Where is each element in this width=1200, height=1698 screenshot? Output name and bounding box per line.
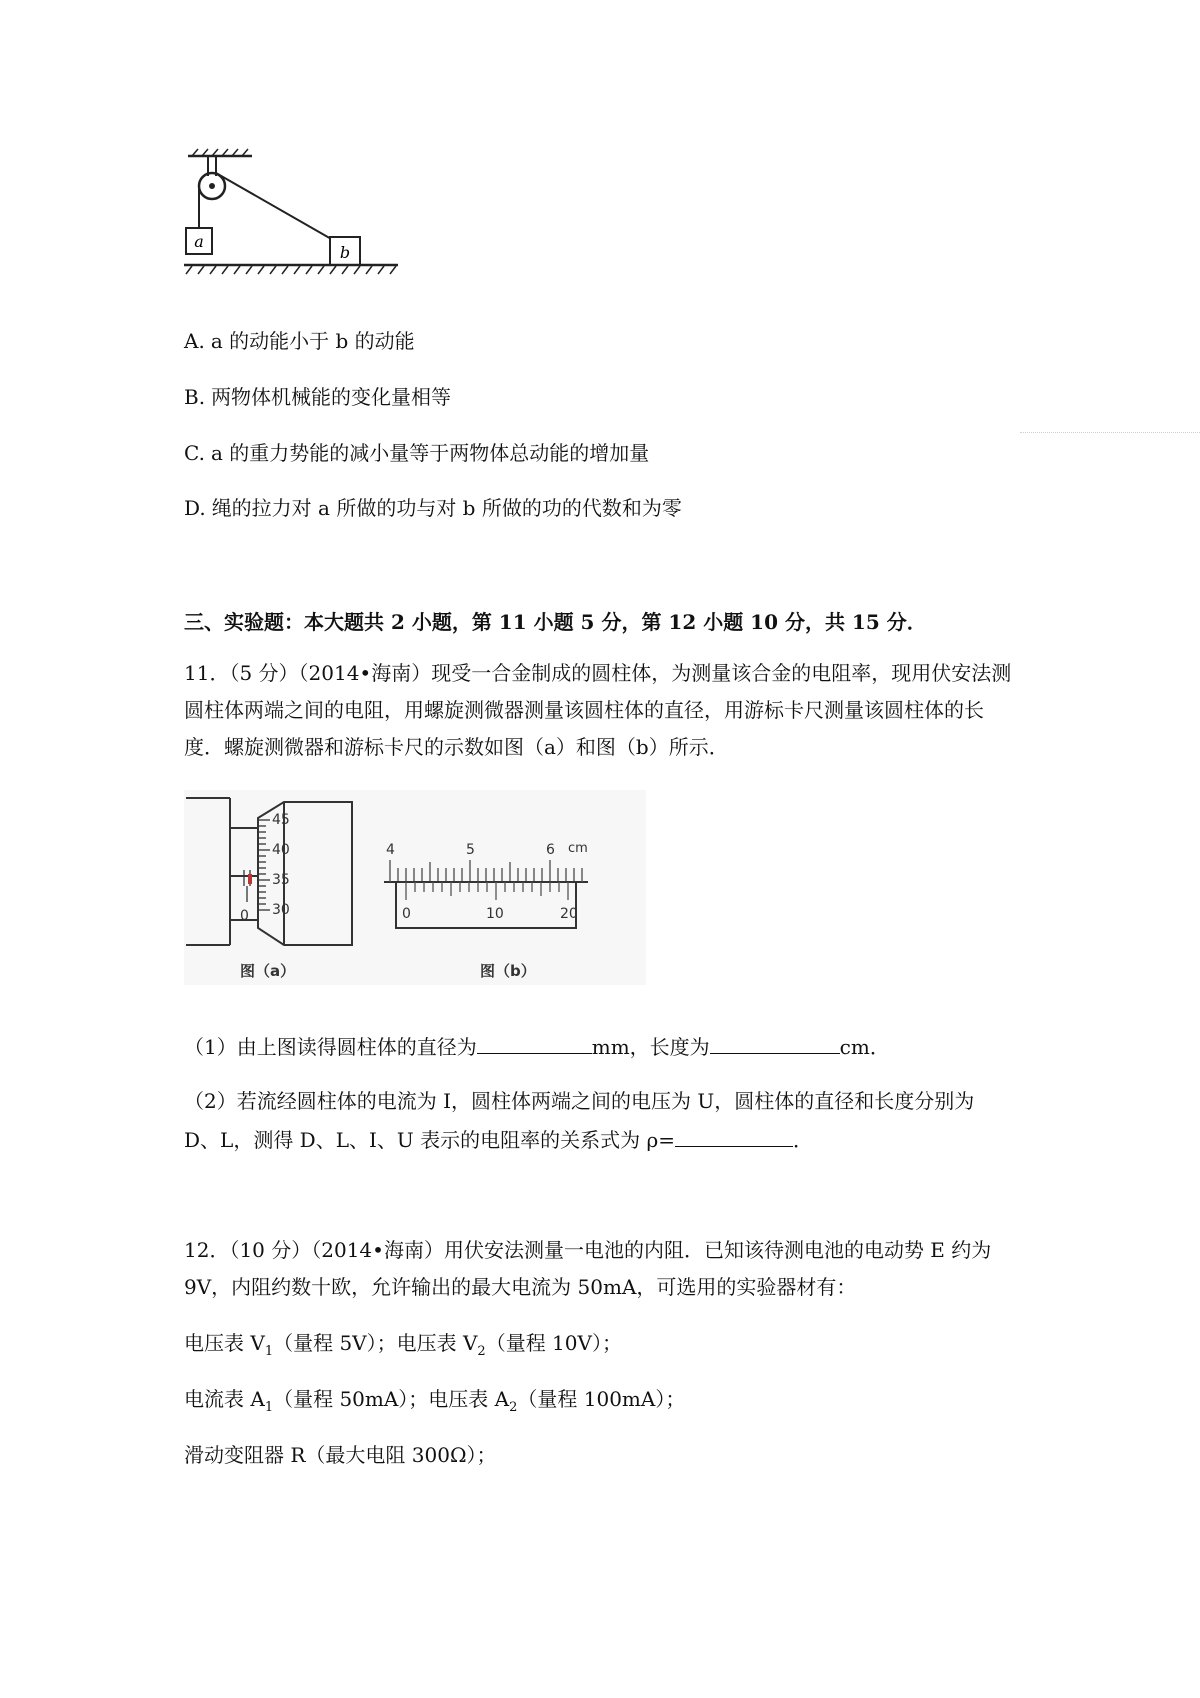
micrometer-tick-35: 35 (272, 872, 290, 888)
q11-intro: 11．（5 分）（2014•海南）现受一合金制成的圆柱体，为测量该合金的电阻率，现用伏安法测圆柱体两端之间的电阻，用螺旋测微器测量该圆柱体的直径，用游标卡尺测量该圆柱体的长度．螺旋测微器和游标卡尺的示数如图（a）和图（b）所示． (184, 661, 1012, 759)
micrometer-zero: 0 (240, 908, 249, 924)
option-letter: A. (184, 329, 205, 353)
option-text: a 的动能小于 b 的动能 (210, 329, 415, 353)
caliper-vernier-20: 20 (560, 906, 578, 922)
option-letter: C. (184, 441, 205, 465)
v-sub-2: 2 (477, 1344, 486, 1359)
caliper-main-4: 4 (386, 842, 395, 858)
a-text-c: （量程 100mA）； (517, 1387, 686, 1411)
q12-voltmeters (184, 1329, 622, 1366)
v-text-c: （量程 10V）； (485, 1331, 622, 1355)
v-text-b: （量程 5V）；电压表 V (273, 1331, 478, 1355)
q11-sub1-unit2: cm． (839, 1035, 890, 1059)
pulley-diagram (180, 148, 405, 288)
a-text-b: （量程 50mA）；电压表 A (273, 1387, 510, 1411)
vernier-caliper (384, 841, 588, 928)
q11-sub2-suffix: ． (792, 1128, 813, 1152)
q12-line1: 12．（10 分）（2014•海南）用伏安法测量一电池的内阻．已知该待测电池的电动势 E 约为 (184, 1238, 992, 1262)
faint-divider (1020, 432, 1200, 433)
q12-rheostat: 滑动变阻器 R（最大电阻 300Ω）； (184, 1443, 497, 1467)
caliper-vernier-0: 0 (402, 906, 411, 922)
option-a (184, 327, 415, 355)
option-letter: D. (184, 496, 206, 520)
v-text-a: 电压表 V (184, 1331, 265, 1355)
q11-sub1-prefix: （1）由上图读得圆柱体的直径为 (184, 1035, 477, 1059)
q12-ammeters (184, 1385, 685, 1422)
a-sub-2: 2 (509, 1400, 518, 1415)
caliper-main-5: 5 (466, 842, 475, 858)
option-b (184, 383, 451, 411)
option-text: 两物体机械能的变化量相等 (211, 385, 452, 409)
caliper-unit: cm (568, 841, 588, 856)
q11-sub2-line2 (184, 1124, 813, 1154)
diameter-blank[interactable] (477, 1031, 592, 1054)
block-a-label: a (194, 232, 204, 251)
micrometer-tick-30: 30 (272, 902, 290, 918)
option-text: a 的重力势能的减小量等于两物体总动能的增加量 (210, 441, 650, 465)
a-text-a: 电流表 A (184, 1387, 265, 1411)
option-letter: B. (184, 385, 206, 409)
measurement-figure (184, 790, 646, 985)
option-text: 绳的拉力对 a 所做的功与对 b 所做的功的代数和为零 (211, 496, 682, 520)
v-sub-1: 1 (264, 1344, 274, 1359)
q11-sub2-prefix: D、L，测得 D、L、I、U 表示的电阻率的关系式为 ρ= (184, 1128, 675, 1152)
micrometer-tick-40: 40 (272, 842, 290, 858)
block-b-label: b (339, 243, 351, 262)
section-heading: 三、实验题：本大题共 2 小题，第 11 小题 5 分，第 12 小题 10 分，共 15 分． (184, 610, 927, 634)
length-blank[interactable] (710, 1031, 840, 1054)
resistivity-blank[interactable] (675, 1124, 793, 1147)
caption-a: 图（a） (240, 962, 296, 980)
option-d (184, 494, 682, 522)
q12-line2: 9V，内阻约数十欧，允许输出的最大电流为 50mA，可选用的实验器材有： (184, 1275, 857, 1299)
caption-b: 图（b） (480, 962, 536, 980)
caliper-vernier-10: 10 (486, 906, 504, 922)
a-sub-1: 1 (264, 1400, 274, 1415)
q11-sub2-line1: （2）若流经圆柱体的电流为 I，圆柱体两端之间的电压为 U，圆柱体的直径和长度分别为 (184, 1089, 975, 1113)
q11-sub1 (184, 1031, 890, 1061)
caliper-main-6: 6 (546, 842, 555, 858)
q11-sub1-unit1: mm，长度为 (591, 1035, 710, 1059)
option-c (184, 439, 649, 467)
micrometer-tick-45: 45 (272, 812, 290, 828)
